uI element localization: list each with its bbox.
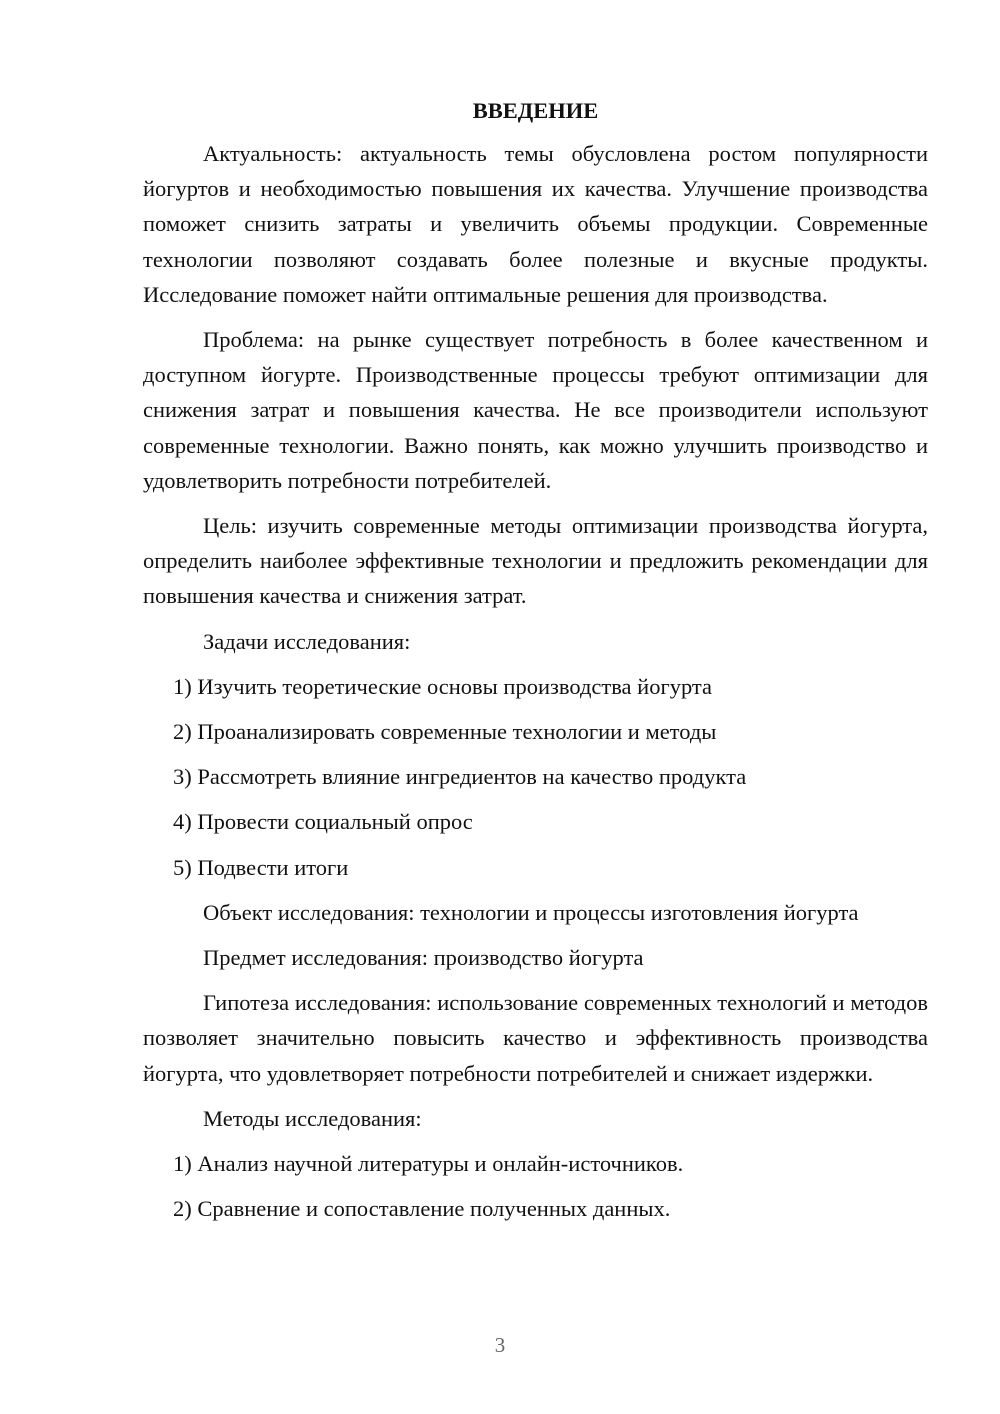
methods-list [143, 1146, 928, 1226]
tasks-heading: Задачи исследования: [203, 628, 411, 654]
subject-line: Предмет исследования: производство йогурта [203, 945, 644, 971]
tasks-list [143, 669, 928, 885]
page-number: 3 [494, 1333, 506, 1357]
list-item: 1) Изучить теоретические основы производства йогурта [173, 673, 712, 699]
list-item: 3) Рассмотреть влияние ингредиентов на качество продукта [173, 764, 747, 790]
page-title: ВВЕДЕНИЕ [472, 98, 599, 123]
list-item: 2) Проанализировать современные технологии и методы [173, 719, 717, 745]
methods-heading: Методы исследования: [203, 1105, 422, 1131]
object-line: Объект исследования: технологии и процессы изготовления йогурта [203, 899, 859, 925]
list-item: 2) Сравнение и сопоставление полученных данных. [173, 1196, 671, 1222]
document-body [143, 96, 928, 1236]
list-item: 5) Подвести итоги [173, 854, 349, 880]
hypothesis-paragraph: Гипотеза исследования: использование современных технологий и методов позволяет значительно повысить качество и эффективность производства йогурта, что удовлетворяет потребности потребителей и снижает издержки. [143, 990, 928, 1086]
relevance-paragraph: Актуальность: актуальность темы обусловлена ростом популярности йогуртов и необходимостью повышения их качества. Улучшение производства поможет снизить затраты и увеличить объемы продукции. Современные технологии позволяют создавать более полезные и вкусные продукты. Исследование поможет найти оптимальные решения для производства. [143, 141, 928, 307]
problem-paragraph: Проблема: на рынке существует потребность в более качественном и доступном йогурте. Производственные процессы требуют оптимизации для снижения затрат и повышения качества. Не все производители используют современные технологии. Важно понять, как можно улучшить производство и удовлетворить потребности потребителей. [143, 327, 928, 493]
goal-paragraph: Цель: изучить современные методы оптимизации производства йогурта, определить наиболее эффективные технологии и предложить рекомендации для повышения качества и снижения затрат. [143, 513, 928, 609]
list-item: 4) Провести социальный опрос [173, 809, 473, 835]
list-item: 1) Анализ научной литературы и онлайн-источников. [173, 1151, 684, 1177]
